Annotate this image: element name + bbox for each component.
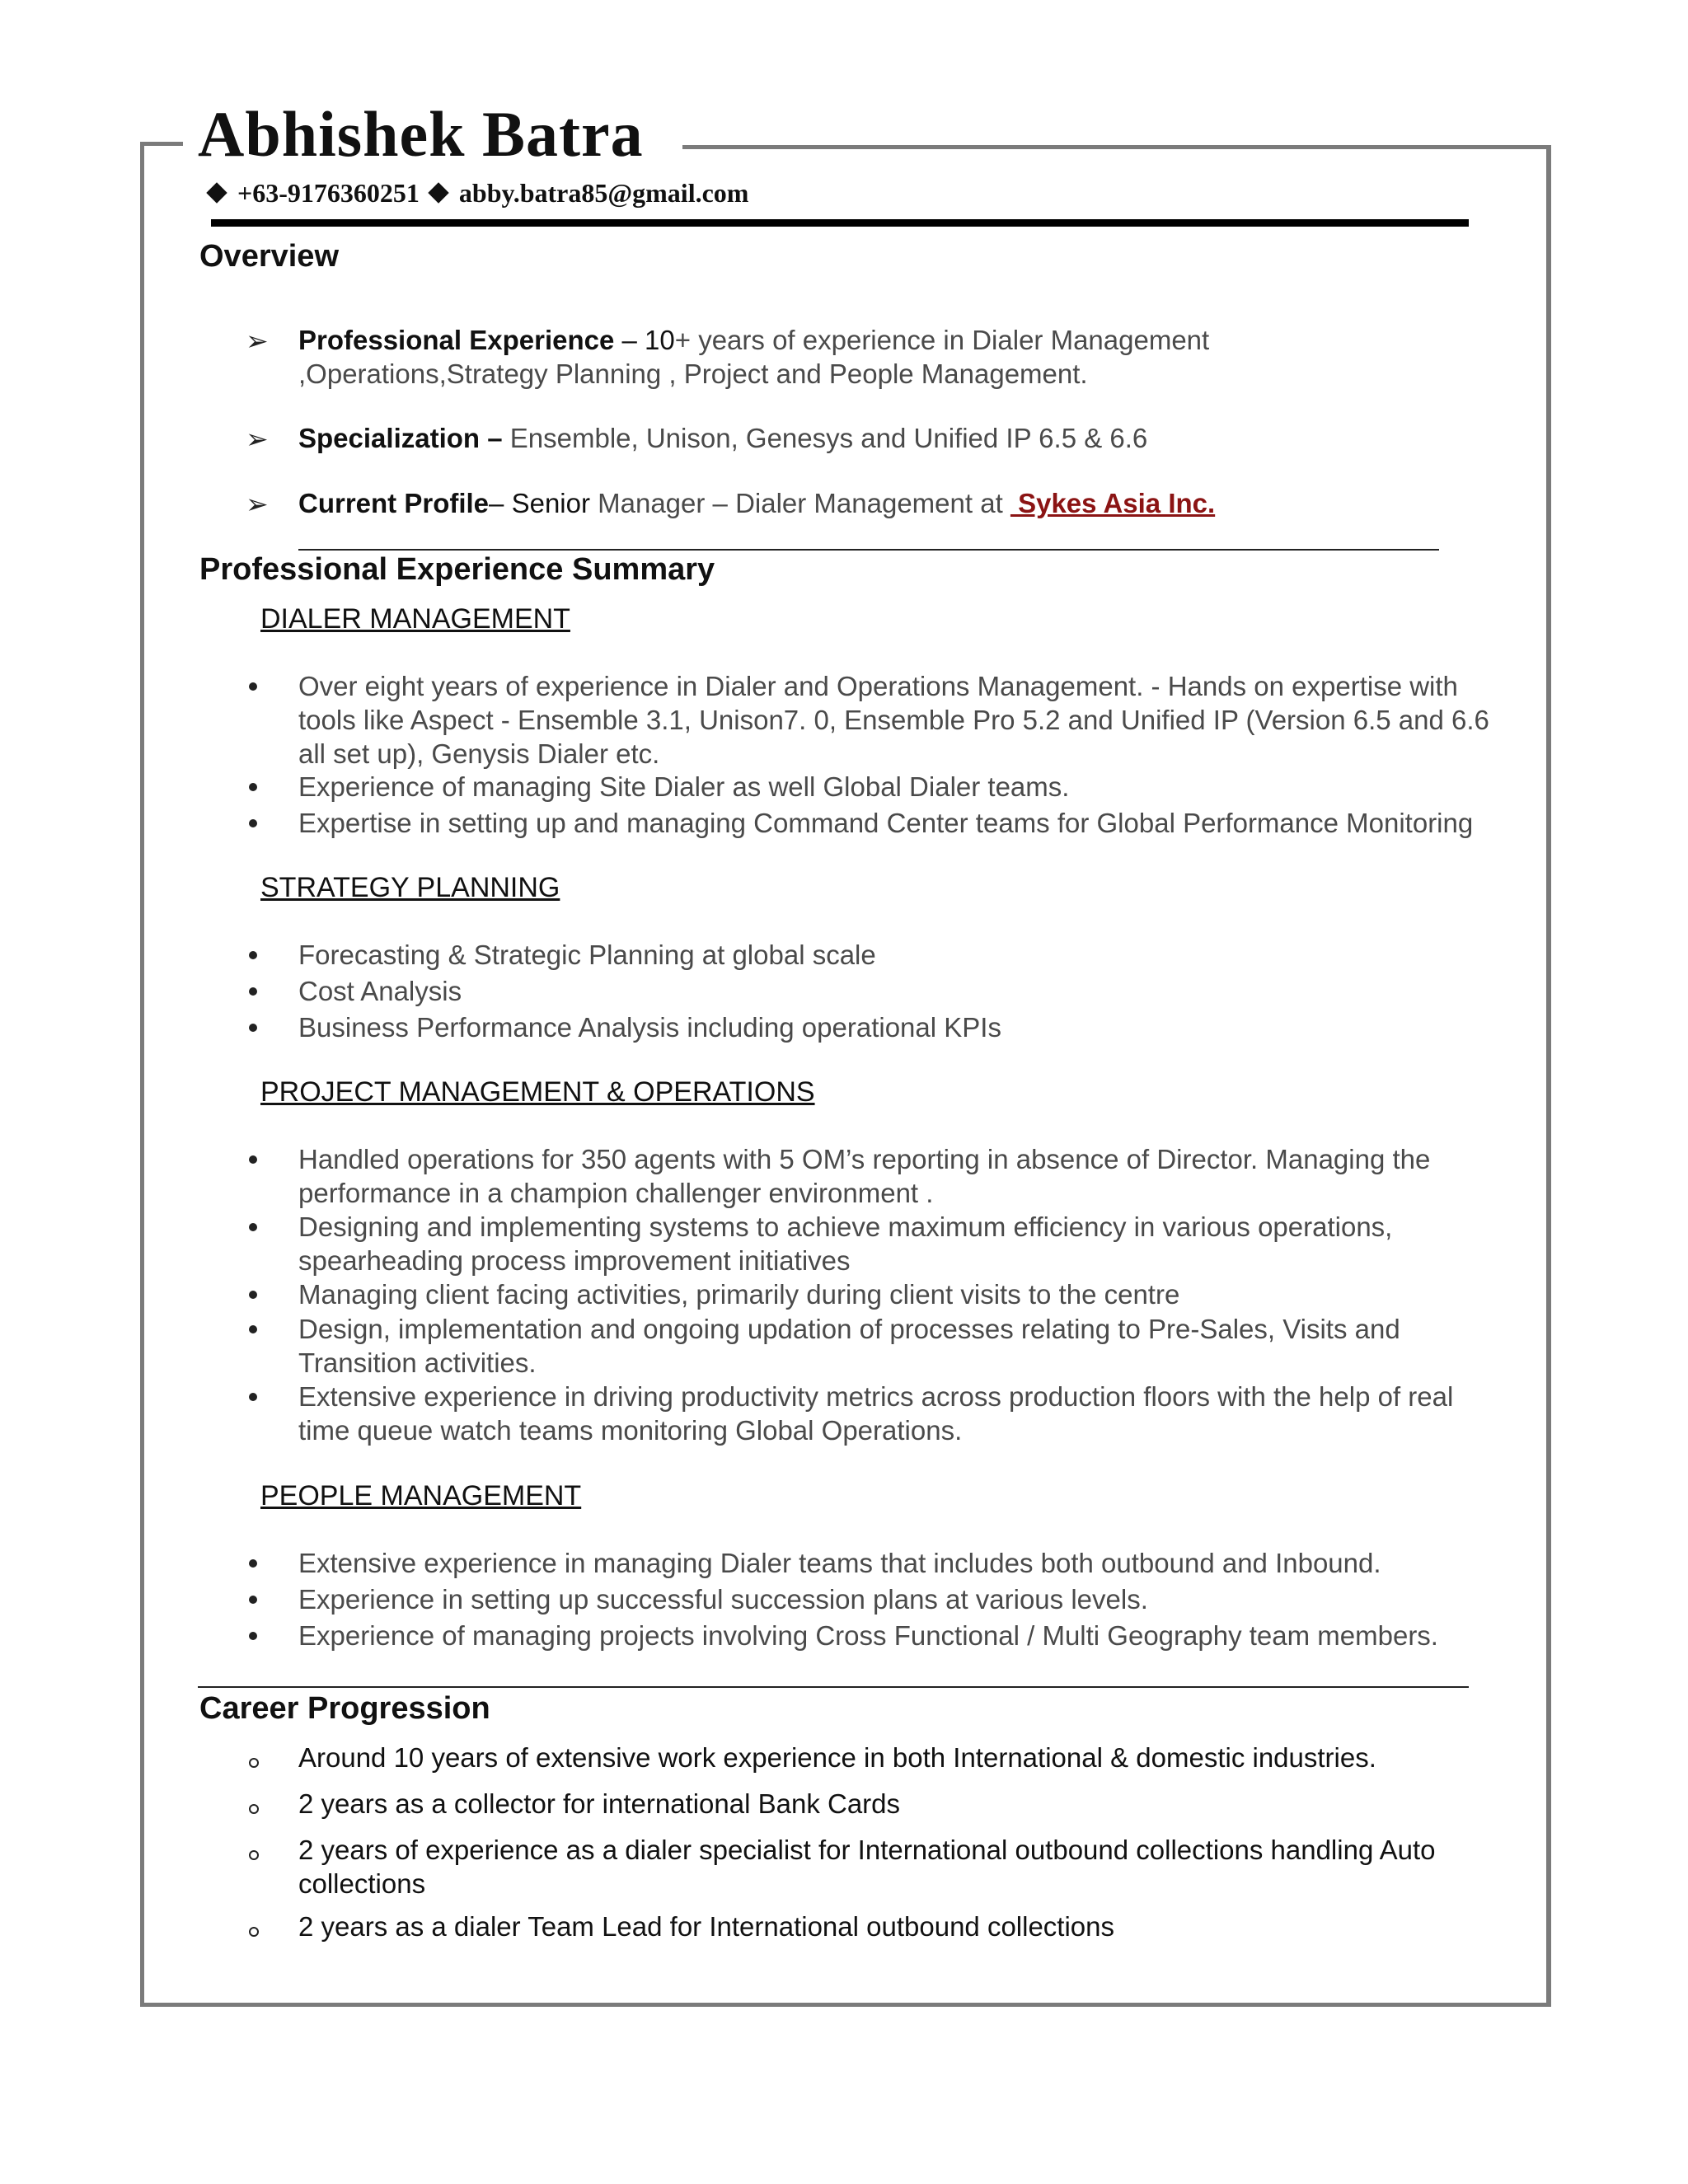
contact-line [206,176,748,209]
list-item: Designing and implementing systems to achieve maximum efficiency in various operations, spearheading process improvement initiatives [298,1212,1393,1276]
list-item: 2 years as a collector for international Bank Cards [298,1788,901,1819]
list-item: 2 years of experience as a dialer specialist for International outbound collections handling Auto collections [298,1835,1436,1899]
bullet-icon [249,1155,257,1164]
bullet-icon [249,1632,257,1640]
frame-border-right [1546,145,1551,2007]
bullet-icon [249,987,257,996]
bullet-icon [249,1024,257,1032]
subheading-project-management: PROJECT MANAGEMENT & OPERATIONS [260,1076,815,1108]
list-item: Around 10 years of extensive work experience in both International & domestic industries. [298,1742,1376,1773]
bullet-icon [249,819,257,827]
list-item: Experience of managing Site Dialer as well Global Dialer teams. [298,771,1070,802]
diamond-bullet-icon [428,182,448,203]
subheading-people-management: PEOPLE MANAGEMENT [260,1480,582,1511]
email-address: abby.batra85@gmail.com [458,177,749,208]
overview-heading: Overview [199,239,339,274]
circle-bullet-icon [249,1758,259,1768]
overview-item-experience: Professional Experience – 10+ years of experience in Dialer Management ,Operations,Strategy Planning , Project and People Management. [298,325,1210,389]
list-item: Experience of managing projects involving Cross Functional / Multi Geography team members. [298,1620,1438,1651]
list-item: Extensive experience in driving productivity metrics across production floors with the help of real time queue watch teams monitoring Global Operations. [298,1381,1454,1446]
list-item: 2 years as a dialer Team Lead for International outbound collections [298,1911,1115,1942]
frame-border-top-left [140,142,183,146]
circle-bullet-icon [249,1804,259,1814]
candidate-name: Abhishek Batra [198,98,644,170]
bullet-icon [249,682,257,691]
bullet-icon [249,1559,257,1568]
list-item: Expertise in setting up and managing Command Center teams for Global Performance Monitoring [298,808,1474,838]
section-divider [198,1686,1469,1688]
overview-item-specialization: Specialization – Ensemble, Unison, Genesys and Unified IP 6.5 & 6.6 [298,423,1148,453]
list-item: Managing client facing activities, primarily during client visits to the centre [298,1279,1180,1310]
list-item: Handled operations for 350 agents with 5 OM’s reporting in absence of Director. Managing the performance in a champion challenger environment . [298,1144,1431,1208]
bullet-icon [249,783,257,791]
diamond-bullet-icon [206,182,227,203]
bullet-icon [249,1393,257,1401]
bullet-icon [249,1223,257,1231]
bullet-icon [249,1325,257,1333]
header-divider [211,219,1469,227]
list-item: Business Performance Analysis including operational KPIs [298,1012,1001,1043]
circle-bullet-icon [249,1927,259,1937]
bullet-icon [249,1596,257,1604]
frame-border-top-right [682,145,1551,149]
frame-border-bottom [140,2003,1551,2007]
career-heading: Career Progression [199,1691,490,1726]
arrow-bullet-icon: ➢ [246,326,269,356]
frame-border-left [140,142,144,2006]
company-link[interactable]: Sykes Asia Inc. [1010,488,1216,518]
bullet-icon [249,1291,257,1299]
arrow-bullet-icon: ➢ [246,424,269,454]
subheading-strategy-planning: STRATEGY PLANNING [260,872,560,903]
list-item: Extensive experience in managing Dialer teams that includes both outbound and Inbound. [298,1548,1381,1578]
summary-heading: Professional Experience Summary [199,552,715,587]
circle-bullet-icon [249,1850,259,1860]
bullet-icon [249,951,257,959]
list-item: Cost Analysis [298,976,462,1006]
list-item: Design, implementation and ongoing updation of processes relating to Pre-Sales, Visits and Transition activities. [298,1314,1400,1378]
list-item: Experience in setting up successful succession plans at various levels. [298,1584,1148,1615]
list-item: Forecasting & Strategic Planning at global scale [298,940,876,970]
arrow-bullet-icon: ➢ [246,489,269,519]
subheading-dialer-management: DIALER MANAGEMENT [260,603,570,635]
overview-item-current-profile: Current Profile– Senior Manager – Dialer Management at Sykes Asia Inc. [298,488,1216,518]
section-divider [298,549,1439,551]
phone-number: +63-9176360251 [237,177,420,208]
list-item: Over eight years of experience in Dialer and Operations Management. - Hands on expertise with tools like Aspect - Ensemble 3.1, Unison7. 0, Ensemble Pro 5.2 and Unified IP (Version 6.5 and 6.6 all set up), Genysis Dialer etc. [298,671,1489,769]
